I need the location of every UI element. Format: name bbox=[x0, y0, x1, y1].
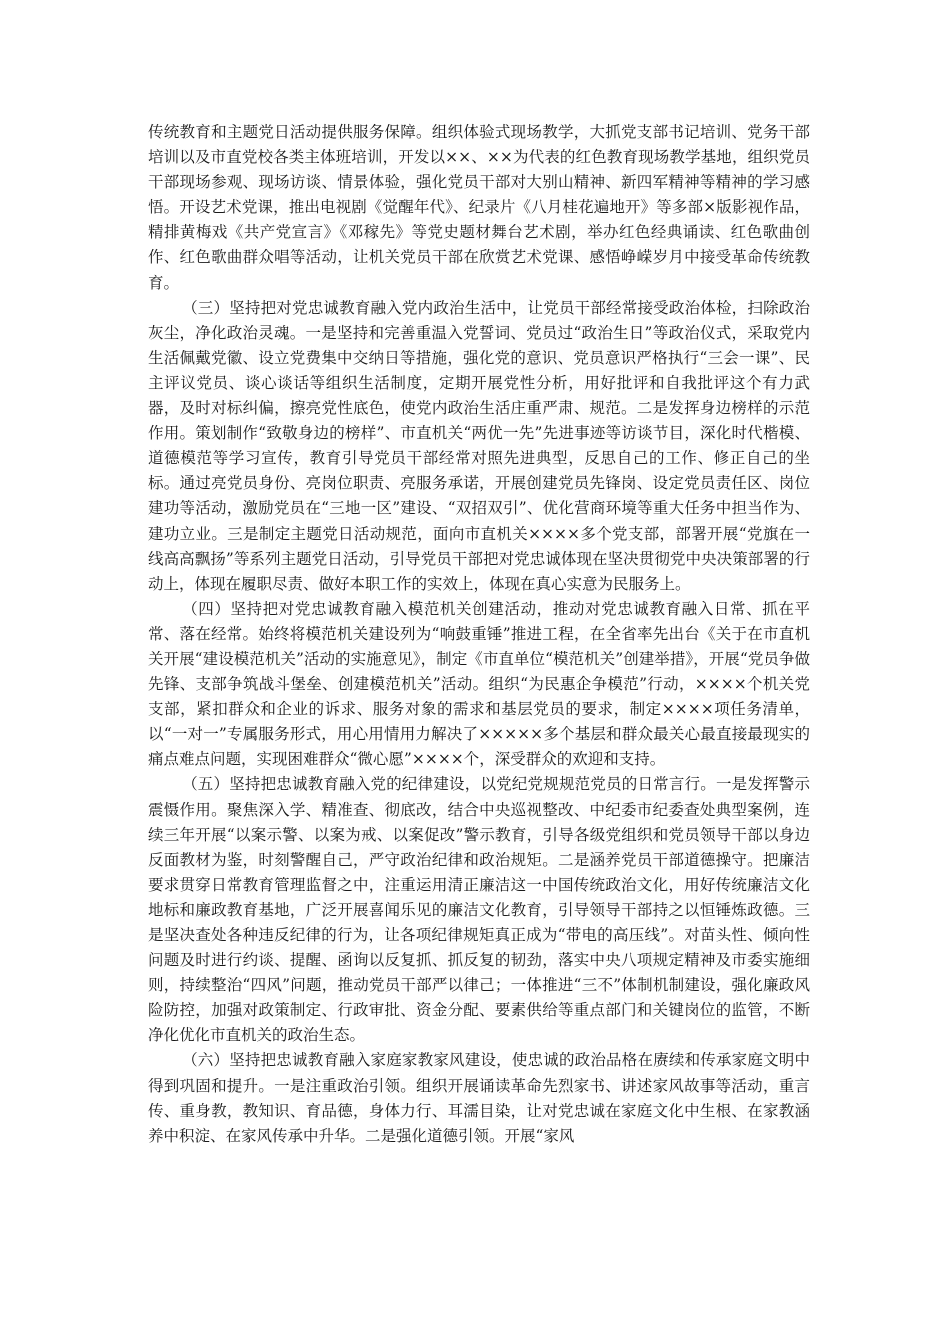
paragraph-section-4: （四）坚持把对党忠诚教育融入模范机关创建活动，推动对党忠诚教育融入日常、抓在平常、落在经常。始终将模范机关建设列为“响鼓重锤”推进工程，在全省率先出台《关于在市直机关开展“建设模范机关”活动的实施意见》，制定《市直单位“模范机关”创建举措》，开展“党员争做先锋、支部争筑战斗堡垒、创建模范机关”活动。组织“为民惠企争模范”行动，××××个机关党支部，紧扣群众和企业的诉求、服务对象的需求和基层党员的要求，制定××××项任务清单，以“一对一”专属服务形式，用心用情用力解决了×××××多个基层和群众最关心最直接最现实的痛点难点问题，实现困难群众“微心愿”××××个，深受群众的欢迎和支持。 bbox=[148, 599, 810, 769]
paragraph-section-3: （三）坚持把对党忠诚教育融入党内政治生活中，让党员干部经常接受政治体检，扫除政治灰尘，净化政治灵魂。一是坚持和完善重温入党誓词、党员过“政治生日”等政治仪式，采取党内生活佩戴党徽、设立党费集中交纳日等措施，强化党的意识、党员意识严格执行“三会一课”、民主评议党员、谈心谈话等组织生活制度，定期开展党性分析，用好批评和自我批评这个有力武器，及时对标纠偏，擦亮党性底色，使党内政治生活庄重严肃、规范。二是发挥身边榜样的示范作用。策划制作“致敬身边的榜样”、市直机关“两优一先”先进事迹等访谈节目，深化时代楷模、道德模范等学习宣传，教育引导党员干部经常对照先进典型，反思自己的工作、修正自己的坐标。通过亮党员身份、亮岗位职责、亮服务承诺，开展创建党员先锋岗、设定党员责任区、岗位建功等活动，激励党员在“三地一区”建设、“双招双引”、优化营商环境等重大任务中担当作为、建功立业。三是制定主题党日活动规范，面向市直机关××××多个党支部，部署开展“党旗在一线高高飘扬”等系列主题党日活动，引导党员干部把对党忠诚体现在坚决贯彻党中央决策部署的行动上，体现在履职尽责、做好本职工作的实效上，体现在真心实意为民服务上。 bbox=[148, 298, 810, 593]
paragraph-continuation: 传统教育和主题党日活动提供服务保障。组织体验式现场教学，大抓党支部书记培训、党务干部培训以及市直党校各类主体班培训，开发以××、××为代表的红色教育现场教学基地，组织党员干部现场参观、现场访谈、情景体验，强化党员干部对大别山精神、新四军精神等精神的学习感悟。开设艺术党课，推出电视剧《觉醒年代》、纪录片《八月桂花遍地开》等多部×版影视作品，精排黄梅戏《共产党宣言》《邓稼先》等党史题材舞台艺术剧，举办红色经典诵读、红色歌曲创作、红色歌曲群众唱等活动，让机关党员干部在欣赏艺术党课、感悟峥嵘岁月中接受革命传统教育。 bbox=[148, 123, 810, 292]
paragraph-section-5: （五）坚持把忠诚教育融入党的纪律建设，以党纪党规规范党员的日常言行。一是发挥警示震慑作用。聚焦深入学、精准查、彻底改，结合中央巡视整改、中纪委市纪委查处典型案例，连续三年开展“以案示警、以案为戒、以案促改”警示教育，引导各级党组织和党员领导干部以身边反面教材为鉴，时刻警醒自己，严守政治纪律和政治规矩。二是涵养党员干部道德操守。把廉洁要求贯穿日常教育管理监督之中，注重运用清正廉洁这一中国传统政治文化，用好传统廉洁文化地标和廉政教育基地，广泛开展喜闻乐见的廉洁文化教育，引导领导干部持之以恒锤炼政德。三是坚决查处各种违反纪律的行为，让各项纪律规矩真正成为“带电的高压线”。对苗头性、倾向性问题及时进行约谈、提醒、函询以反复抓、抓反复的韧劲，落实中央八项规定精神及市委实施细则，持续整治“四风”问题，推动党员干部严以律己；一体推进“三不”体制机制建设，强化廉政风险防控，加强对政策制定、行政审批、资金分配、要素供给等重点部门和关键岗位的监管，不断净化优化市直机关的政治生态。 bbox=[148, 775, 810, 1045]
paragraph-section-6: （六）坚持把忠诚教育融入家庭家教家风建设，使忠诚的政治品格在赓续和传承家庭文明中得到巩固和提升。一是注重政治引领。组织开展诵读革命先烈家书、讲述家风故事等活动，重言传、重身教，教知识、育品德，身体力行、耳濡目染，让对党忠诚在家庭文化中生根、在家教涵养中积淀、在家风传承中升华。二是强化道德引领。开展“家风 bbox=[148, 1051, 810, 1145]
document-body bbox=[148, 120, 810, 1149]
